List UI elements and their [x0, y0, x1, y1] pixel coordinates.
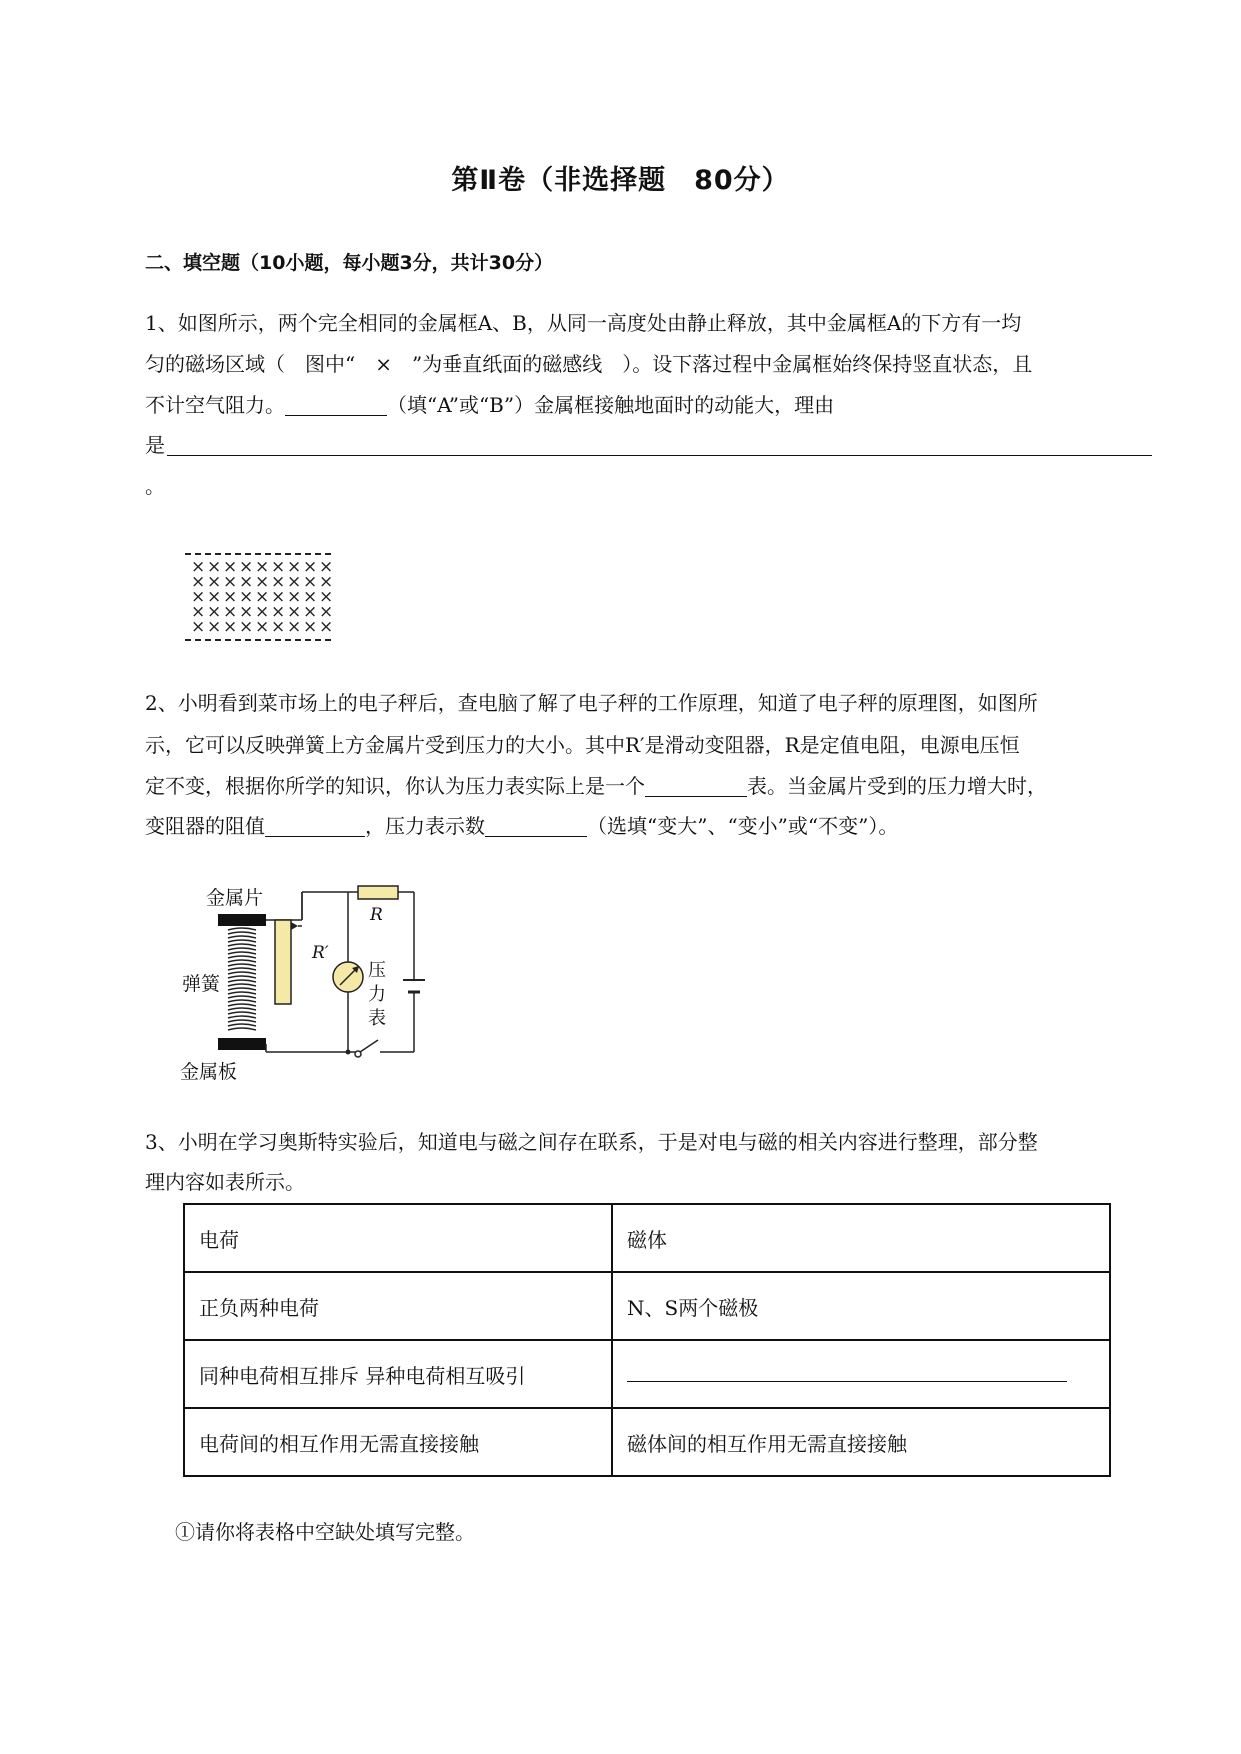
q2-line-3 — [145, 772, 1047, 800]
field-cross-symbol: × — [239, 617, 254, 637]
field-cross-symbol: × — [191, 617, 206, 637]
field-cross-symbol: × — [191, 587, 206, 607]
field-cross-symbol: × — [191, 572, 206, 592]
field-cross-symbol: × — [303, 572, 318, 592]
q2-line-4 — [145, 812, 898, 840]
field-cross-symbol: × — [303, 602, 318, 622]
field-cross-symbol: × — [255, 557, 270, 577]
bottom-metal-plate — [218, 1038, 266, 1050]
table-row — [184, 1408, 1110, 1476]
label-meter-3: 表 — [368, 1008, 386, 1029]
field-cross-symbol: × — [255, 617, 270, 637]
field-cross-symbol: × — [303, 617, 318, 637]
field-cross-symbol: × — [271, 617, 286, 637]
q3-table-answer-blank[interactable] — [627, 1361, 1067, 1382]
field-cross-symbol: × — [287, 617, 302, 637]
field-cross-symbol: × — [287, 572, 302, 592]
table-cell: N、S两个磁极 — [612, 1272, 1110, 1340]
field-cross-symbol: × — [271, 572, 286, 592]
field-cross-symbol: × — [223, 572, 238, 592]
table-row — [184, 1272, 1110, 1340]
field-cross-symbol: × — [271, 557, 286, 577]
top-metal-sheet — [218, 914, 266, 926]
field-cross-symbol: × — [303, 587, 318, 607]
q2-line-3-text-a: 定不变，根据你所学的知识，你认为压力表实际上是一个 — [145, 774, 645, 798]
table-row — [184, 1204, 1110, 1272]
q2-line-2: 示，它可以反映弹簧上方金属片受到压力的大小。其中R′是滑动变阻器，R是定值电阻，电源电压恒 — [145, 733, 1020, 757]
field-cross-symbol: × — [319, 587, 334, 607]
field-cross-symbol: × — [239, 557, 254, 577]
q1-line-4: 是 — [145, 433, 165, 457]
field-cross-symbol: × — [255, 587, 270, 607]
label-meter-1: 压 — [368, 960, 386, 981]
field-cross-symbol: × — [255, 602, 270, 622]
field-cross-symbol: × — [207, 572, 222, 592]
field-cross-symbol: × — [271, 587, 286, 607]
field-cross-symbol: × — [287, 557, 302, 577]
field-cross-symbol: × — [319, 617, 334, 637]
field-crosses — [191, 557, 333, 637]
page-title: 第Ⅱ卷（非选择题 80分） — [451, 165, 790, 196]
q2-line-3-text-b: 表。当金属片受到的压力增大时， — [747, 774, 1047, 798]
field-cross-symbol: × — [223, 557, 238, 577]
field-cross-symbol: × — [319, 602, 334, 622]
magnetic-field-figure — [185, 548, 355, 648]
charge-magnet-table — [183, 1203, 1111, 1477]
label-r-prime: R′ — [312, 943, 329, 963]
q1-line-5: 。 — [145, 474, 165, 498]
field-cross-symbol: × — [223, 617, 238, 637]
field-cross-symbol: × — [255, 572, 270, 592]
q2-resistance-blank[interactable] — [265, 814, 365, 837]
q1-line-2: 匀的磁场区域（ 图中“ × ”为垂直纸面的磁感线 ）。设下落过程中金属框始终保持竖直状态，且 — [145, 352, 1033, 376]
field-cross-symbol: × — [223, 587, 238, 607]
q2-line-1: 2、小明看到菜市场上的电子秤后，查电脑了解了电子秤的工作原理，知道了电子秤的原理图，如图所 — [145, 691, 1038, 715]
q3-line-2: 理内容如表所示。 — [145, 1170, 305, 1194]
label-metal-plate: 金属板 — [180, 1061, 238, 1083]
switch-lever — [360, 1040, 378, 1052]
q1-line-3-text-b: （填“A”或“B”）金属框接触地面时的动能大，理由 — [387, 393, 835, 417]
field-cross-symbol: × — [223, 602, 238, 622]
field-cross-symbol: × — [207, 602, 222, 622]
table-row — [184, 1340, 1110, 1408]
table-cell: 正负两种电荷 — [184, 1272, 612, 1340]
q2-meter-blank[interactable] — [645, 774, 747, 797]
field-cross-symbol: × — [191, 557, 206, 577]
q2-reading-blank[interactable] — [485, 814, 587, 837]
rheostat-r-prime — [275, 920, 291, 1004]
label-meter-2: 力 — [368, 984, 386, 1005]
field-cross-symbol: × — [239, 572, 254, 592]
table-cell: 同种电荷相互排斥 异种电荷相互吸引 — [184, 1340, 612, 1408]
spring — [228, 928, 256, 1030]
q1-line-3-text-a: 不计空气阻力。 — [145, 393, 285, 417]
table-cell-blank[interactable] — [612, 1340, 1110, 1408]
q1-line-3 — [145, 391, 834, 419]
field-cross-symbol: × — [271, 602, 286, 622]
field-cross-symbol: × — [319, 557, 334, 577]
label-r: R — [370, 905, 383, 925]
table-cell: 电荷 — [184, 1204, 612, 1272]
rheostat-slider-arrow — [291, 922, 298, 930]
q2-line-4-text-a: 变阻器的阻值 — [145, 814, 265, 838]
field-cross-symbol: × — [207, 617, 222, 637]
q3-sub-question-1: ①请你将表格中空缺处填写完整。 — [175, 1520, 475, 1544]
table-cell: 电荷间的相互作用无需直接接触 — [184, 1408, 612, 1476]
circuit-diagram — [170, 884, 440, 1084]
label-metal-sheet: 金属片 — [206, 887, 264, 909]
field-cross-symbol: × — [207, 587, 222, 607]
fixed-resistor-r — [358, 886, 398, 899]
q2-line-4-text-c: （选填“变大”、“变小”或“不变”）。 — [587, 814, 899, 838]
q2-line-4-text-b: ，压力表示数 — [365, 814, 485, 838]
field-cross-symbol: × — [239, 602, 254, 622]
field-cross-symbol: × — [191, 602, 206, 622]
label-spring: 弹簧 — [182, 973, 221, 995]
q3-line-1: 3、小明在学习奥斯特实验后，知道电与磁之间存在联系，于是对电与磁的相关内容进行整理，部分整 — [145, 1130, 1038, 1154]
field-cross-symbol: × — [319, 572, 334, 592]
q1-reason-blank[interactable] — [167, 455, 1152, 456]
q1-answer-blank[interactable] — [285, 393, 387, 416]
field-cross-symbol: × — [287, 587, 302, 607]
table-cell: 磁体间的相互作用无需直接接触 — [612, 1408, 1110, 1476]
field-cross-symbol: × — [207, 557, 222, 577]
field-cross-symbol: × — [239, 587, 254, 607]
field-cross-symbol: × — [303, 557, 318, 577]
q1-line-1: 1、如图所示，两个完全相同的金属框A、B，从同一高度处由静止释放，其中金属框A的下方有一均 — [145, 311, 1022, 335]
field-cross-symbol: × — [287, 602, 302, 622]
section-heading: 二、填空题（10小题，每小题3分，共计30分） — [145, 252, 554, 274]
table-cell: 磁体 — [612, 1204, 1110, 1272]
